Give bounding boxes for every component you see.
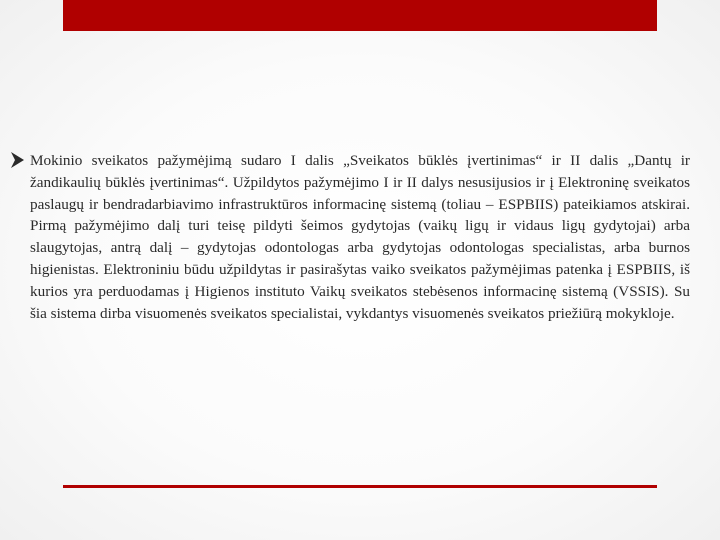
bullet-text: Mokinio sveikatos pažymėjimą sudaro I dalis „Sveikatos būklės įvertinimas“ ir II dalis „Dantų ir žandikaulių būklės įvertinimas“. Užpildytos pažymėjimo I ir II dalys nesusijusios ir į Elektroninę sveikatos paslaugų ir bendradarbiavimo infrastruktūros informacinę sistemą (toliau – ESPBIIS) pateikiamos atskirai. Pirmą pažymėjimo dalį turi teisę pildyti šeimos gydytojas (vaikų ligų ir vidaus ligų gydytojai) arba slaugytojas, antrą dalį – gydytojas odontologas arba gydytojas odontologas specialistas, arba burnos higienistas. Elektroniniu būdu užpildytas ir pasirašytas vaiko sveikatos pažymėjimas patenka į ESPBIIS, iš kurios yra perduodamas į Higienos instituto Vaikų sveikatos stebėsenos informacinę sistemą (VSSIS). Su šia sistema dirba visuomenės sveikatos specialistai, vykdantys visuomenės sveikatos priežiūrą mokykloje. xyxy=(30,152,690,322)
arrow-bullet-icon xyxy=(10,151,26,169)
slide-body xyxy=(10,150,690,324)
bottom-accent-rule xyxy=(63,485,657,488)
top-accent-band xyxy=(63,0,657,31)
bullet-item xyxy=(10,150,690,324)
